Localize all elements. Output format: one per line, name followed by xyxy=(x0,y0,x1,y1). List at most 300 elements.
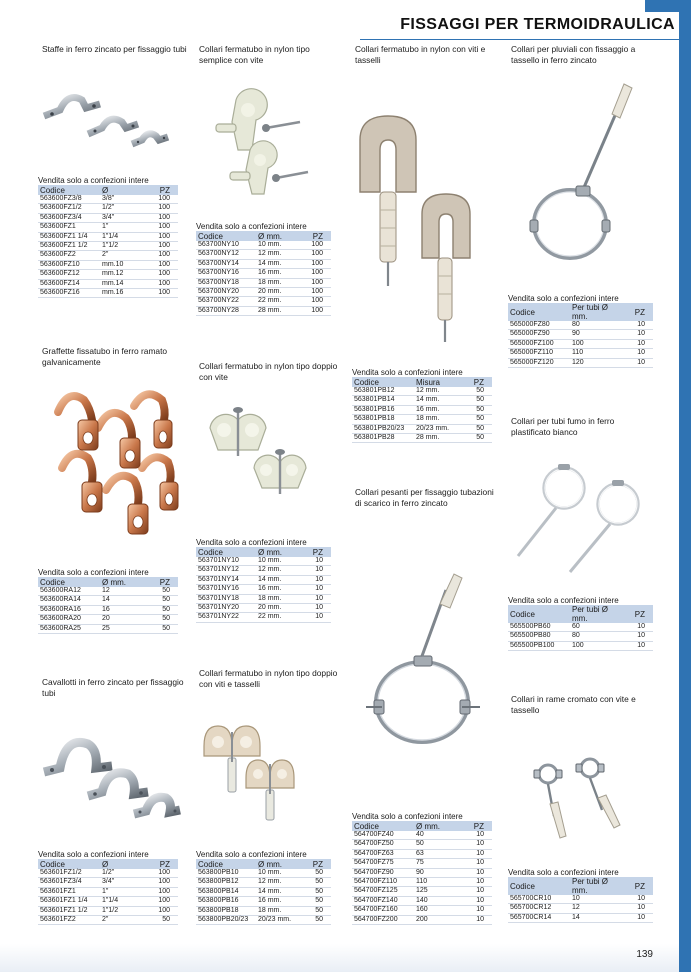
cell-code: 563601FZ1/2 xyxy=(38,869,100,878)
cell-code: 565500PB60 xyxy=(508,623,570,632)
price-table xyxy=(352,821,492,925)
cell-code: 563700NY20 xyxy=(196,288,256,297)
header-codice: Codice xyxy=(38,859,100,869)
header-codice: Codice xyxy=(508,605,570,623)
cell-code: 565000FZ110 xyxy=(508,349,570,358)
cell-size: 1" xyxy=(100,223,142,232)
table-row xyxy=(38,213,178,222)
table-row xyxy=(38,242,178,251)
header-pz: PZ xyxy=(298,231,331,241)
header-size: Ø xyxy=(100,859,138,869)
cell-size: 14 xyxy=(570,913,622,922)
cell-size: 10 mm. xyxy=(256,241,298,250)
cell-size: 2" xyxy=(100,916,138,925)
cell-qty: 50 xyxy=(464,424,492,433)
table-caption: Vendita solo a confezioni intere xyxy=(196,222,307,231)
cell-size: 14 mm. xyxy=(256,887,305,896)
cell-code: 563700NY18 xyxy=(196,278,256,287)
product-label: Collari fermatubo in nylon tipo doppio con viti e tasselli xyxy=(199,668,338,689)
table-row xyxy=(196,259,331,268)
cell-code: 563700NY12 xyxy=(196,250,256,259)
cell-size: 3/4" xyxy=(100,878,138,887)
cell-code: 565700CR14 xyxy=(508,913,570,922)
cell-qty: 50 xyxy=(138,916,178,925)
cell-code: 563600FZ14 xyxy=(38,279,100,288)
table-collari-viti-tasselli xyxy=(352,368,492,443)
cell-qty: 10 xyxy=(459,868,492,877)
product-image-collari-pluviali xyxy=(508,74,653,290)
cell-size: 18 mm. xyxy=(414,415,464,424)
header-size: Ø mm. xyxy=(100,577,145,587)
cell-qty: 10 xyxy=(459,906,492,915)
table-row xyxy=(508,349,653,358)
table-row xyxy=(38,223,178,232)
cell-qty: 10 xyxy=(459,896,492,905)
cell-code: 563600FZ3/8 xyxy=(38,195,100,204)
cell-code: 563601FZ1 1/2 xyxy=(38,906,100,915)
table-row xyxy=(196,887,331,896)
cell-size: mm.16 xyxy=(100,289,142,298)
cell-qty: 50 xyxy=(464,396,492,405)
table-collari-doppi-tasselli xyxy=(196,850,331,925)
cell-qty: 100 xyxy=(142,223,178,232)
cell-qty: 100 xyxy=(298,278,331,287)
product-image-staffe xyxy=(38,70,188,174)
cell-size: 20 mm. xyxy=(256,288,298,297)
cell-qty: 10 xyxy=(300,575,331,584)
cell-qty: 50 xyxy=(464,415,492,424)
table-row xyxy=(196,897,331,906)
cell-size: 14 mm. xyxy=(256,259,298,268)
cell-code: 563601FZ1 1/4 xyxy=(38,897,100,906)
table-row xyxy=(38,232,178,241)
header-size: Ø mm. xyxy=(414,821,459,831)
header-codice: Codice xyxy=(352,821,414,831)
cell-qty: 10 xyxy=(459,915,492,924)
table-row xyxy=(38,289,178,298)
cell-code: 563800PB18 xyxy=(196,906,256,915)
cell-size: 20 mm. xyxy=(256,604,300,613)
cell-qty: 100 xyxy=(298,259,331,268)
table-row xyxy=(508,895,653,904)
cell-code: 563600FZ12 xyxy=(38,270,100,279)
cell-qty: 100 xyxy=(142,289,178,298)
cell-code: 563800PB20/23 xyxy=(196,916,256,925)
cell-qty: 10 xyxy=(459,859,492,868)
table-row xyxy=(196,878,331,887)
cell-qty: 10 xyxy=(300,604,331,613)
cell-code: 563800PB10 xyxy=(196,869,256,878)
cell-code: 563600FZ3/4 xyxy=(38,213,100,222)
cell-code: 563700NY14 xyxy=(196,259,256,268)
header-size: Per tubi Ø mm. xyxy=(570,877,622,895)
cell-qty: 10 xyxy=(622,632,653,641)
cell-size: 10 mm. xyxy=(256,557,300,566)
product-image-collari-viti-tasselli xyxy=(352,110,497,360)
header-pz: PZ xyxy=(459,821,492,831)
table-staffe xyxy=(38,176,178,298)
price-table xyxy=(196,859,331,925)
product-image-collari-semplici xyxy=(196,80,341,216)
cell-size: 1"1/2 xyxy=(100,906,138,915)
cell-code: 563800PB16 xyxy=(196,897,256,906)
cell-qty: 100 xyxy=(138,887,178,896)
table-caption: Vendita solo a confezioni intere xyxy=(196,538,307,547)
cell-qty: 100 xyxy=(298,297,331,306)
table-row xyxy=(352,859,492,868)
cell-code: 564700FZ50 xyxy=(352,840,414,849)
cell-code: 564700FZ63 xyxy=(352,849,414,858)
price-table xyxy=(508,303,653,368)
table-collari-doppi xyxy=(196,538,331,623)
cell-qty: 100 xyxy=(142,260,178,269)
header-codice: Codice xyxy=(38,577,100,587)
cell-size: 110 xyxy=(414,878,459,887)
table-row xyxy=(508,623,653,632)
cell-qty: 100 xyxy=(138,897,178,906)
cell-qty: 10 xyxy=(300,557,331,566)
cell-qty: 10 xyxy=(300,613,331,622)
cell-size: 100 xyxy=(570,339,622,348)
cell-size: 16 mm. xyxy=(256,897,305,906)
cell-size: 90 xyxy=(414,868,459,877)
table-row xyxy=(196,869,331,878)
cell-code: 563701NY10 xyxy=(196,557,256,566)
table-caption: Vendita solo a confezioni intere xyxy=(38,176,149,185)
cell-qty: 10 xyxy=(459,878,492,887)
table-row xyxy=(38,624,178,633)
cell-size: 16 mm. xyxy=(256,269,298,278)
price-table xyxy=(352,377,492,443)
cell-size: 20 xyxy=(100,615,145,624)
header-codice: Codice xyxy=(196,547,256,557)
footer-band xyxy=(0,944,679,972)
table-row xyxy=(352,387,492,396)
cell-size: 12 mm. xyxy=(256,878,305,887)
table-row xyxy=(196,288,331,297)
cell-code: 563800PB14 xyxy=(196,887,256,896)
cell-code: 563800PB12 xyxy=(196,878,256,887)
cell-code: 564700FZ125 xyxy=(352,887,414,896)
cell-size: 75 xyxy=(414,859,459,868)
table-collari-rame-cromato xyxy=(508,868,653,923)
cell-size: 12 xyxy=(570,904,622,913)
cell-qty: 100 xyxy=(298,288,331,297)
table-row xyxy=(352,396,492,405)
cell-code: 563600RA20 xyxy=(38,615,100,624)
cell-code: 563801PB16 xyxy=(352,405,414,414)
cell-size: 40 xyxy=(414,831,459,840)
table-row xyxy=(508,339,653,348)
cell-size: 80 xyxy=(570,632,622,641)
cell-qty: 100 xyxy=(142,270,178,279)
table-row xyxy=(196,306,331,315)
header-codice: Codice xyxy=(196,231,256,241)
cell-size: 3/4" xyxy=(100,213,142,222)
cell-qty: 10 xyxy=(622,321,653,330)
header-pz: PZ xyxy=(142,185,178,195)
header-pz: PZ xyxy=(622,877,653,895)
cell-code: 563600FZ10 xyxy=(38,260,100,269)
table-collari-semplici xyxy=(196,222,331,316)
cell-qty: 10 xyxy=(459,887,492,896)
cell-code: 563600FZ2 xyxy=(38,251,100,260)
table-row xyxy=(196,250,331,259)
cell-size: 90 xyxy=(570,330,622,339)
cell-code: 563801PB12 xyxy=(352,387,414,396)
table-row xyxy=(196,906,331,915)
cell-qty: 10 xyxy=(300,566,331,575)
cell-code: 565000FZ90 xyxy=(508,330,570,339)
product-label: Collari pesanti per fissaggio tubazioni di scarico in ferro zincato xyxy=(355,487,494,508)
table-row xyxy=(38,204,178,213)
cell-size: 20/23 mm. xyxy=(414,424,464,433)
cell-size: 1"1/4 xyxy=(100,897,138,906)
cell-qty: 50 xyxy=(145,605,178,614)
cell-qty: 50 xyxy=(464,387,492,396)
cell-code: 563801PB28 xyxy=(352,434,414,443)
cell-qty: 10 xyxy=(622,339,653,348)
table-row xyxy=(508,632,653,641)
table-row xyxy=(196,613,331,622)
table-row xyxy=(352,405,492,414)
table-row xyxy=(508,321,653,330)
cell-size: 1/2" xyxy=(100,204,142,213)
cell-size: 25 xyxy=(100,624,145,633)
table-row xyxy=(196,916,331,925)
table-row xyxy=(196,585,331,594)
product-image-collari-pesanti xyxy=(352,560,497,800)
cell-qty: 10 xyxy=(300,585,331,594)
cell-size: 22 mm. xyxy=(256,613,300,622)
product-label: Staffe in ferro zincato per fissaggio tubi xyxy=(42,44,187,54)
table-row xyxy=(38,887,178,896)
cell-qty: 10 xyxy=(622,641,653,650)
table-row xyxy=(352,849,492,858)
cell-qty: 10 xyxy=(622,895,653,904)
cell-code: 563700NY16 xyxy=(196,269,256,278)
table-row xyxy=(196,575,331,584)
cell-qty: 50 xyxy=(145,615,178,624)
product-image-collari-tubi-fumo xyxy=(508,460,653,586)
cell-code: 563600RA25 xyxy=(38,624,100,633)
price-table xyxy=(196,231,331,316)
table-collari-tubi-fumo xyxy=(508,596,653,651)
header-size: Per tubi Ø mm. xyxy=(570,303,622,321)
cell-size: 22 mm. xyxy=(256,297,298,306)
table-row xyxy=(352,878,492,887)
cell-code: 565500PB80 xyxy=(508,632,570,641)
cell-code: 565000FZ100 xyxy=(508,339,570,348)
cell-code: 563701NY22 xyxy=(196,613,256,622)
price-table xyxy=(508,605,653,651)
table-caption: Vendita solo a confezioni intere xyxy=(38,568,149,577)
table-row xyxy=(352,424,492,433)
cell-code: 563600FZ1 1/2 xyxy=(38,242,100,251)
cell-size: 18 mm. xyxy=(256,278,298,287)
cell-qty: 100 xyxy=(142,204,178,213)
table-row xyxy=(508,904,653,913)
cell-code: 563700NY28 xyxy=(196,306,256,315)
table-row xyxy=(38,587,178,596)
cell-qty: 50 xyxy=(145,587,178,596)
cell-size: 20/23 mm. xyxy=(256,916,305,925)
header-pz: PZ xyxy=(145,577,178,587)
table-row xyxy=(508,913,653,922)
cell-size: 50 xyxy=(414,840,459,849)
cell-qty: 50 xyxy=(305,887,331,896)
cell-code: 565000FZ120 xyxy=(508,358,570,367)
product-image-graffette xyxy=(38,372,188,562)
table-row xyxy=(352,896,492,905)
table-row xyxy=(196,278,331,287)
cell-qty: 10 xyxy=(622,358,653,367)
product-label: Collari fermatubo in nylon tipo doppio con vite xyxy=(199,361,338,382)
title-underline xyxy=(360,39,679,40)
cell-code: 565700CR10 xyxy=(508,895,570,904)
right-edge-bar xyxy=(679,0,691,972)
cell-size: 60 xyxy=(570,623,622,632)
table-collari-pluviali xyxy=(508,294,653,368)
price-table xyxy=(508,877,653,923)
cell-qty: 100 xyxy=(138,906,178,915)
cell-qty: 50 xyxy=(305,906,331,915)
table-row xyxy=(508,330,653,339)
cell-code: 564700FZ160 xyxy=(352,906,414,915)
header-codice: Codice xyxy=(508,877,570,895)
cell-size: 110 xyxy=(570,349,622,358)
product-image-collari-doppi-tasselli xyxy=(196,702,341,842)
product-label: Collari per tubi fumo in ferro plastificato bianco xyxy=(511,416,615,437)
cell-qty: 10 xyxy=(622,349,653,358)
cell-qty: 50 xyxy=(464,434,492,443)
cell-code: 563801PB18 xyxy=(352,415,414,424)
cell-code: 563801PB20/23 xyxy=(352,424,414,433)
cell-qty: 10 xyxy=(300,594,331,603)
cell-qty: 10 xyxy=(622,623,653,632)
table-row xyxy=(38,596,178,605)
cell-code: 563700NY10 xyxy=(196,241,256,250)
table-row xyxy=(196,297,331,306)
cell-code: 564700FZ200 xyxy=(352,915,414,924)
cell-size: 12 mm. xyxy=(256,566,300,575)
header-pz: PZ xyxy=(464,377,492,387)
table-row xyxy=(38,195,178,204)
cell-size: 28 mm. xyxy=(414,434,464,443)
header-size: Misura xyxy=(414,377,464,387)
cell-size: 16 xyxy=(100,605,145,614)
product-label: Collari per pluviali con fissaggio a tassello in ferro zincato xyxy=(511,44,636,65)
cell-code: 563601FZ2 xyxy=(38,916,100,925)
header-size: Per tubi Ø mm. xyxy=(570,605,622,623)
cell-size: 140 xyxy=(414,896,459,905)
table-graffette xyxy=(38,568,178,634)
cell-qty: 100 xyxy=(142,251,178,260)
product-label: Collari fermatubo in nylon con viti e tasselli xyxy=(355,44,486,65)
header-codice: Codice xyxy=(508,303,570,321)
cell-size: 120 xyxy=(570,358,622,367)
cell-size: 10 xyxy=(570,895,622,904)
table-row xyxy=(352,434,492,443)
header-codice: Codice xyxy=(352,377,414,387)
page-title: FISSAGGI PER TERMOIDRAULICA xyxy=(400,16,675,33)
table-row xyxy=(38,279,178,288)
cell-size: 10 mm. xyxy=(256,869,305,878)
cell-qty: 50 xyxy=(305,878,331,887)
cell-size: 1"1/4 xyxy=(100,232,142,241)
cell-size: 16 mm. xyxy=(414,405,464,414)
cell-code: 563601FZ1 xyxy=(38,887,100,896)
cell-qty: 10 xyxy=(459,831,492,840)
cell-size: 80 xyxy=(570,321,622,330)
cell-code: 563600FZ1/2 xyxy=(38,204,100,213)
cell-qty: 100 xyxy=(138,869,178,878)
cell-code: 565700CR12 xyxy=(508,904,570,913)
cell-code: 564700FZ40 xyxy=(352,831,414,840)
header-size: Ø mm. xyxy=(256,859,305,869)
cell-size: 160 xyxy=(414,906,459,915)
table-row xyxy=(352,906,492,915)
table-row xyxy=(38,270,178,279)
cell-qty: 100 xyxy=(138,878,178,887)
cell-qty: 10 xyxy=(622,904,653,913)
table-row xyxy=(38,260,178,269)
cell-size: 100 xyxy=(570,641,622,650)
product-label: Graffette fissatubo in ferro ramato galvanicamente xyxy=(42,346,168,367)
price-table xyxy=(196,547,331,623)
product-image-cavallotti xyxy=(38,710,188,840)
cell-qty: 50 xyxy=(145,596,178,605)
cell-code: 563701NY16 xyxy=(196,585,256,594)
table-row xyxy=(38,897,178,906)
cell-size: mm.14 xyxy=(100,279,142,288)
cell-code: 564700FZ75 xyxy=(352,859,414,868)
product-image-collari-rame-cromato xyxy=(508,740,653,860)
cell-qty: 100 xyxy=(298,306,331,315)
header-pz: PZ xyxy=(622,303,653,321)
product-image-collari-doppi xyxy=(196,396,341,522)
table-row xyxy=(38,869,178,878)
header-size: Ø mm. xyxy=(256,231,298,241)
table-row xyxy=(508,641,653,650)
cell-qty: 50 xyxy=(305,916,331,925)
cell-code: 563701NY20 xyxy=(196,604,256,613)
cell-size: 1" xyxy=(100,887,138,896)
cell-size: 2" xyxy=(100,251,142,260)
header-codice: Codice xyxy=(196,859,256,869)
cell-size: 200 xyxy=(414,915,459,924)
cell-size: 14 xyxy=(100,596,145,605)
cell-qty: 50 xyxy=(305,869,331,878)
cell-size: 1"1/2 xyxy=(100,242,142,251)
cell-qty: 100 xyxy=(142,232,178,241)
cell-size: 12 mm. xyxy=(414,387,464,396)
cell-qty: 10 xyxy=(459,840,492,849)
table-row xyxy=(38,916,178,925)
table-row xyxy=(352,887,492,896)
table-caption: Vendita solo a confezioni intere xyxy=(508,596,619,605)
cell-code: 563600RA16 xyxy=(38,605,100,614)
price-table xyxy=(38,577,178,634)
product-label: Cavallotti in ferro zincato per fissaggio tubi xyxy=(42,677,184,698)
cell-qty: 10 xyxy=(459,849,492,858)
table-row xyxy=(352,840,492,849)
cell-size: 16 mm. xyxy=(256,585,300,594)
cell-code: 563600FZ16 xyxy=(38,289,100,298)
cell-qty: 100 xyxy=(142,213,178,222)
cell-qty: 100 xyxy=(298,250,331,259)
cell-size: 1/2" xyxy=(100,869,138,878)
